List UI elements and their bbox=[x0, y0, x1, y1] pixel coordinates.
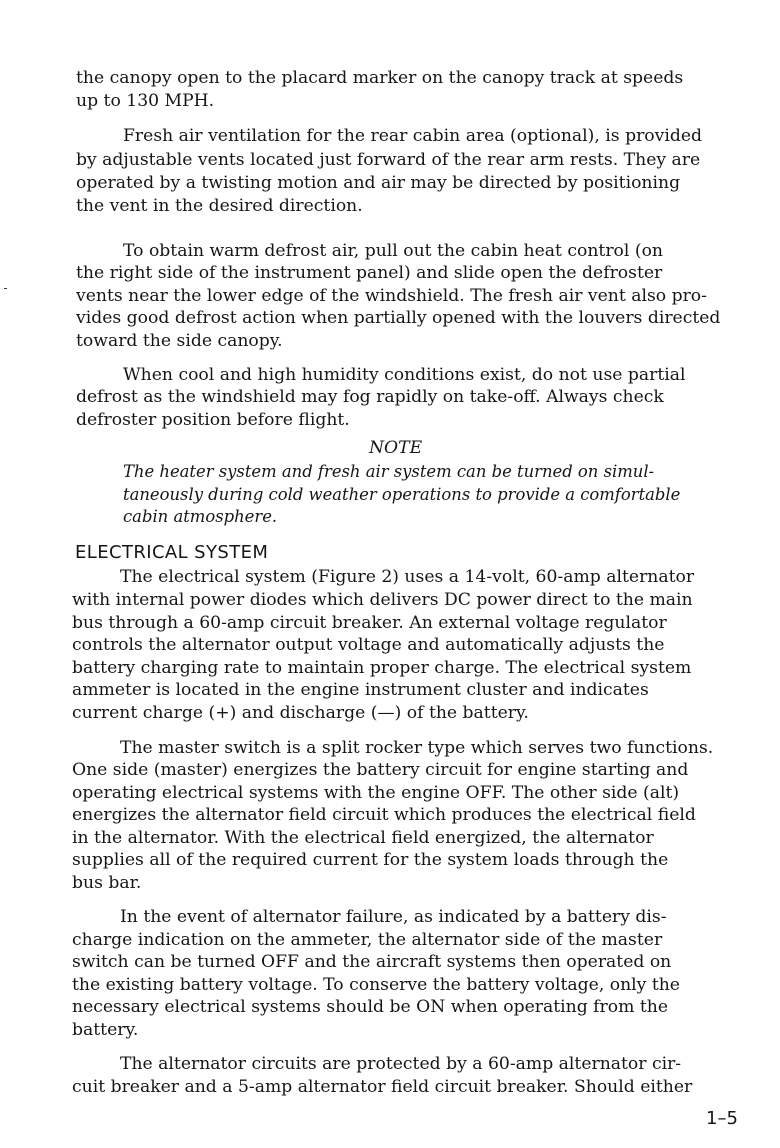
text-line: switch can be turned OFF and the aircraft systems then operated on bbox=[72, 952, 672, 972]
text-line: defroster position before flight. bbox=[76, 410, 350, 430]
text-line: energizes the alternator field circuit which produces the electrical field bbox=[72, 805, 696, 825]
note-heading: NOTE bbox=[369, 438, 423, 458]
text-line: the existing battery voltage. To conserve the battery voltage, only the bbox=[72, 975, 680, 995]
text-line: bus through a 60-amp circuit breaker. An external voltage regulator bbox=[72, 613, 667, 633]
text-line: supplies all of the required current for the system loads through the bbox=[72, 850, 669, 870]
text-line: toward the side canopy. bbox=[76, 331, 283, 351]
section-heading: ELECTRICAL SYSTEM bbox=[75, 542, 269, 563]
text-line: The alternator circuits are protected by a 60-amp alternator cir- bbox=[120, 1054, 682, 1074]
text-line: controls the alternator output voltage and automatically adjusts the bbox=[72, 635, 665, 655]
text-line: bus bar. bbox=[72, 873, 142, 893]
text-line: necessary electrical systems should be ON when operating from the bbox=[72, 997, 668, 1017]
text-line: vides good defrost action when partially opened with the louvers directed bbox=[76, 308, 721, 328]
text-line: operated by a twisting motion and air may be directed by positioning bbox=[76, 173, 681, 193]
text-line: The master switch is a split rocker type which serves two functions. bbox=[120, 738, 714, 758]
text-line: battery. bbox=[72, 1020, 139, 1040]
text-line: The electrical system (Figure 2) uses a 14-volt, 60-amp alternator bbox=[120, 567, 695, 587]
text-line: ammeter is located in the engine instrument cluster and indicates bbox=[72, 680, 649, 700]
text-line: the right side of the instrument panel) and slide open the defroster bbox=[76, 263, 663, 283]
note-line: taneously during cold weather operations to provide a comfortable bbox=[123, 485, 681, 504]
text-line: Fresh air ventilation for the rear cabin area (optional), is provided bbox=[123, 126, 703, 146]
note-line: cabin atmosphere. bbox=[123, 507, 278, 526]
text-line: the canopy open to the placard marker on the canopy track at speeds bbox=[76, 68, 684, 88]
text-line: defrost as the windshield may fog rapidly on take-off. Always check bbox=[76, 387, 664, 407]
text-line: the vent in the desired direction. bbox=[76, 196, 363, 216]
text-line: vents near the lower edge of the windshield. The fresh air vent also pro- bbox=[76, 286, 707, 306]
text-line: charge indication on the ammeter, the alternator side of the master bbox=[72, 930, 663, 950]
text-line: current charge (+) and discharge (—) of the battery. bbox=[72, 703, 529, 723]
text-line: When cool and high humidity conditions exist, do not use partial bbox=[123, 365, 686, 385]
note-line: The heater system and fresh air system can be turned on simul- bbox=[123, 462, 655, 481]
text-line: operating electrical systems with the engine OFF. The other side (alt) bbox=[72, 783, 680, 803]
scan-mark bbox=[4, 288, 7, 289]
text-line: in the alternator. With the electrical field energized, the alternator bbox=[72, 828, 654, 848]
text-line: battery charging rate to maintain proper charge. The electrical system bbox=[72, 658, 692, 678]
text-line: up to 130 MPH. bbox=[76, 91, 215, 111]
text-line: To obtain warm defrost air, pull out the cabin heat control (on bbox=[123, 241, 663, 261]
text-line: cuit breaker and a 5-amp alternator field circuit breaker. Should either bbox=[72, 1077, 693, 1097]
page-number: 1–5 bbox=[706, 1108, 738, 1129]
text-line: One side (master) energizes the battery circuit for engine starting and bbox=[72, 760, 689, 780]
text-line: In the event of alternator failure, as indicated by a battery dis- bbox=[120, 907, 667, 927]
text-line: with internal power diodes which delivers DC power direct to the main bbox=[72, 590, 693, 610]
text-line: by adjustable vents located just forward of the rear arm rests. They are bbox=[76, 150, 701, 170]
